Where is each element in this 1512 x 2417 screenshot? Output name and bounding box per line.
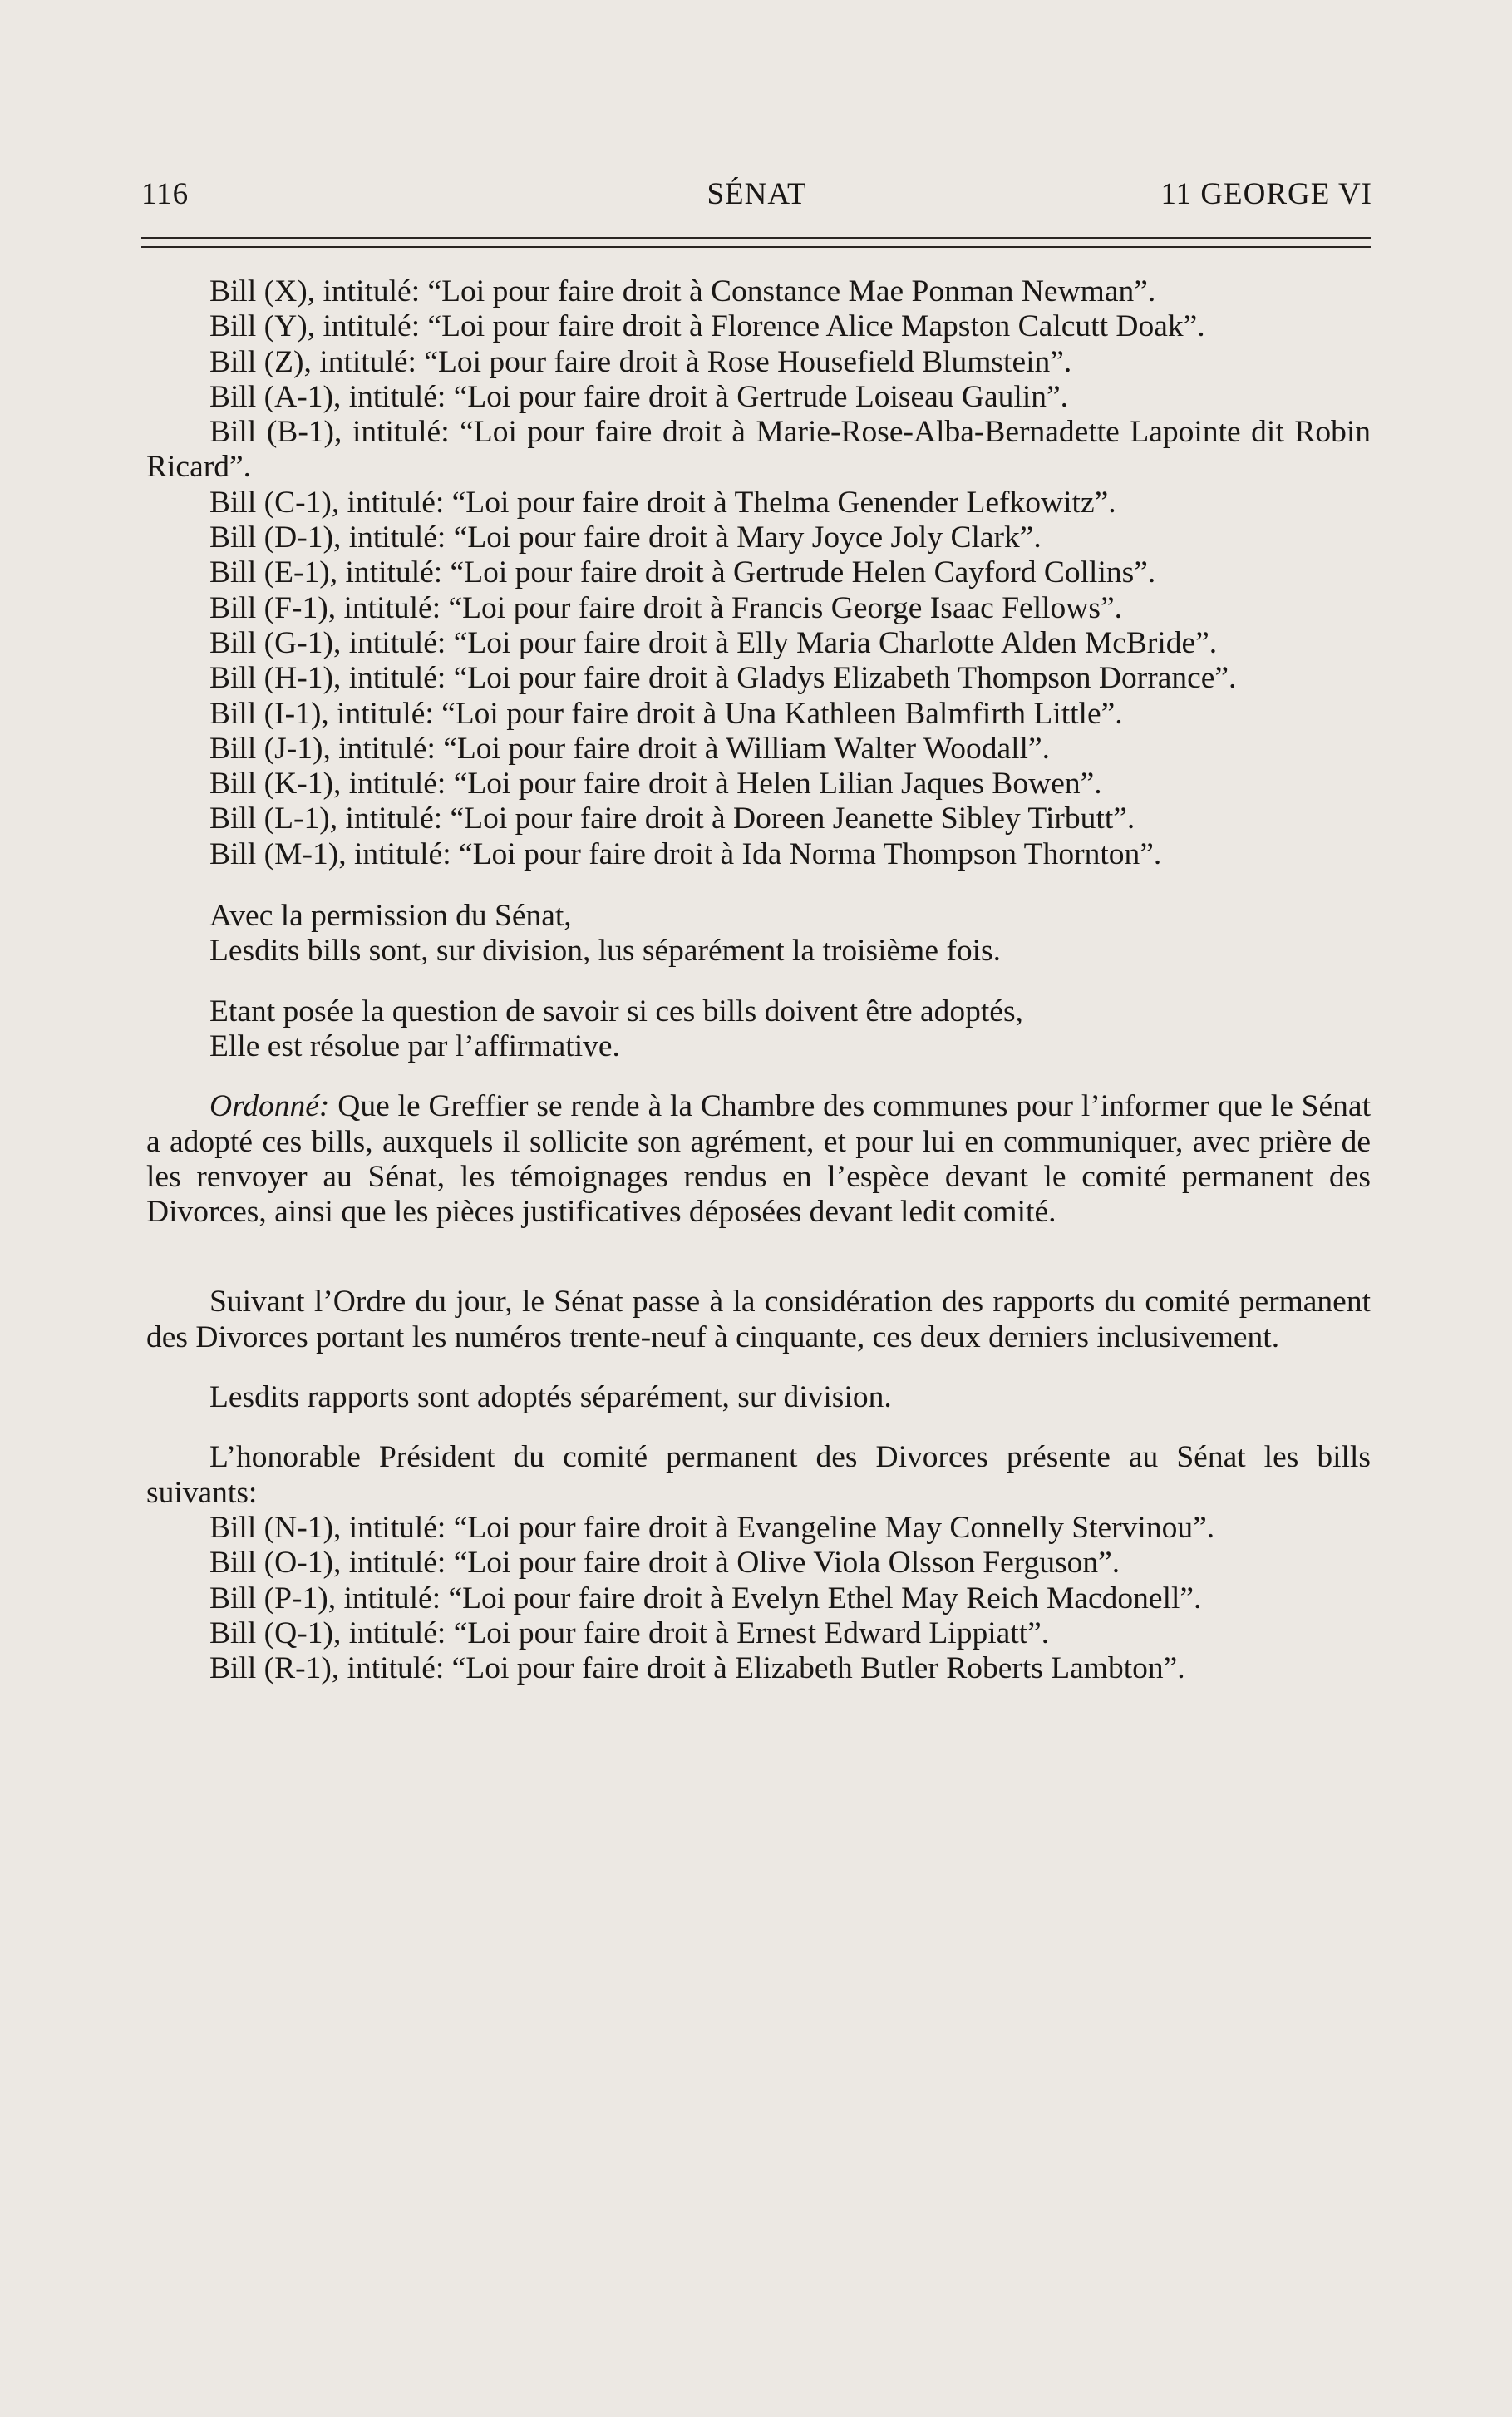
bill-entry: Bill (R-1), intitulé: “Loi pour faire droit à Elizabeth Butler Roberts Lambton”. <box>209 1651 1185 1686</box>
regnal-year: 11 GEORGE VI <box>1160 177 1372 211</box>
bill-entry: Bill (F-1), intitulé: “Loi pour faire droit à Francis George Isaac Fellows”. <box>209 590 1122 625</box>
spacer <box>146 969 1371 994</box>
header-double-rule <box>141 237 1371 248</box>
president-presents-paragraph: L’honorable Président du comité permanent des Divorces présente au Sénat les bills suivants: <box>146 1440 1371 1510</box>
spacer <box>146 1415 1371 1440</box>
bill-entry: Bill (M-1), intitulé: “Loi pour faire droit à Ida Norma Thompson Thornton”. <box>209 836 1162 871</box>
bill-entry: Bill (Y), intitulé: “Loi pour faire droit à Florence Alice Mapston Calcutt Doak”. <box>209 309 1205 344</box>
permission-block <box>146 899 1371 969</box>
bill-entry: Bill (Q-1), intitulé: “Loi pour faire droit à Ernest Edward Lippiatt”. <box>209 1615 1050 1650</box>
bill-entry: Bill (D-1), intitulé: “Loi pour faire droit à Mary Joyce Joly Clark”. <box>209 520 1042 555</box>
bill-entry: Bill (C-1), intitulé: “Loi pour faire droit à Thelma Genender Lefkowitz”. <box>209 485 1116 520</box>
bill-entry: Bill (N-1), intitulé: “Loi pour faire droit à Evangeline May Connelly Stervinou”. <box>209 1510 1215 1545</box>
bill-entry: Bill (H-1), intitulé: “Loi pour faire droit à Gladys Elizabeth Thompson Dorrance”. <box>209 661 1237 696</box>
bills-list-second <box>146 1511 1371 1686</box>
body-text <box>146 274 1371 1686</box>
reports-adopted-paragraph: Lesdits rapports sont adoptés séparément, sur division. <box>209 1380 892 1415</box>
page-number: 116 <box>141 177 190 211</box>
ordered-paragraph <box>146 1089 1371 1230</box>
bill-entry: Bill (O-1), intitulé: “Loi pour faire droit à Olive Viola Olsson Ferguson”. <box>209 1546 1120 1581</box>
resolution-line: Elle est résolue par l’affirmative. <box>209 1028 620 1063</box>
bill-entry: Bill (J-1), intitulé: “Loi pour faire droit à William Walter Woodall”. <box>209 731 1050 766</box>
running-title: SÉNAT <box>707 177 807 211</box>
bill-entry: Bill (L-1), intitulé: “Loi pour faire droit à Doreen Jeanette Sibley Tirbutt”. <box>209 802 1135 836</box>
order-of-day-paragraph: Suivant l’Ordre du jour, le Sénat passe à la considération des rapports du comité permanent des Divorces portant les numéros trente-neuf à cinquante, ces deux derniers inclusivement. <box>146 1285 1371 1354</box>
spacer <box>146 1355 1371 1380</box>
bill-entry: Bill (X), intitulé: “Loi pour faire droit à Constance Mae Ponman Newman”. <box>209 274 1156 308</box>
bill-entry: Bill (P-1), intitulé: “Loi pour faire droit à Evelyn Ethel May Reich Macdonell”. <box>209 1581 1202 1615</box>
spacer <box>146 1064 1371 1089</box>
bill-entry: Bill (B-1), intitulé: “Loi pour faire droit à Marie-Rose-Alba-Bernadette Lapointe dit Robin Ricard”. <box>146 415 1371 485</box>
question-line: Etant posée la question de savoir si ces bills doivent être adoptés, <box>209 994 1023 1028</box>
page-header <box>141 176 1372 220</box>
spacer <box>146 872 1371 899</box>
question-block <box>146 994 1371 1065</box>
bill-entry: Bill (E-1), intitulé: “Loi pour faire droit à Gertrude Helen Cayford Collins”. <box>209 555 1156 590</box>
ordered-label: Ordonné: <box>209 1089 330 1124</box>
bills-list-first <box>146 274 1371 872</box>
permission-line: Avec la permission du Sénat, <box>209 899 572 934</box>
bill-entry: Bill (A-1), intitulé: “Loi pour faire droit à Gertrude Loiseau Gaulin”. <box>209 379 1069 414</box>
bill-entry: Bill (I-1), intitulé: “Loi pour faire droit à Una Kathleen Balmfirth Little”. <box>209 696 1123 731</box>
bill-entry: Bill (K-1), intitulé: “Loi pour faire droit à Helen Lilian Jaques Bowen”. <box>209 767 1102 802</box>
bill-entry: Bill (G-1), intitulé: “Loi pour faire droit à Elly Maria Charlotte Alden McBride”. <box>209 625 1218 660</box>
third-reading-line: Lesdits bills sont, sur division, lus séparément la troisième fois. <box>209 934 1001 969</box>
ordered-text: Que le Greffier se rende à la Chambre des communes pour l’informer que le Sénat a adopté ces bills, auxquels il sollicite son agrément, et pour lui en communiquer, avec prière de les renvoyer au Sénat, les témoignages rendus en l’espèce devant le comité permanent des Divorces, ainsi que les pièces justificatives déposées devant ledit comité. <box>146 1089 1371 1230</box>
spacer <box>146 1230 1371 1285</box>
bill-entry: Bill (Z), intitulé: “Loi pour faire droit à Rose Housefield Blumstein”. <box>209 344 1072 379</box>
